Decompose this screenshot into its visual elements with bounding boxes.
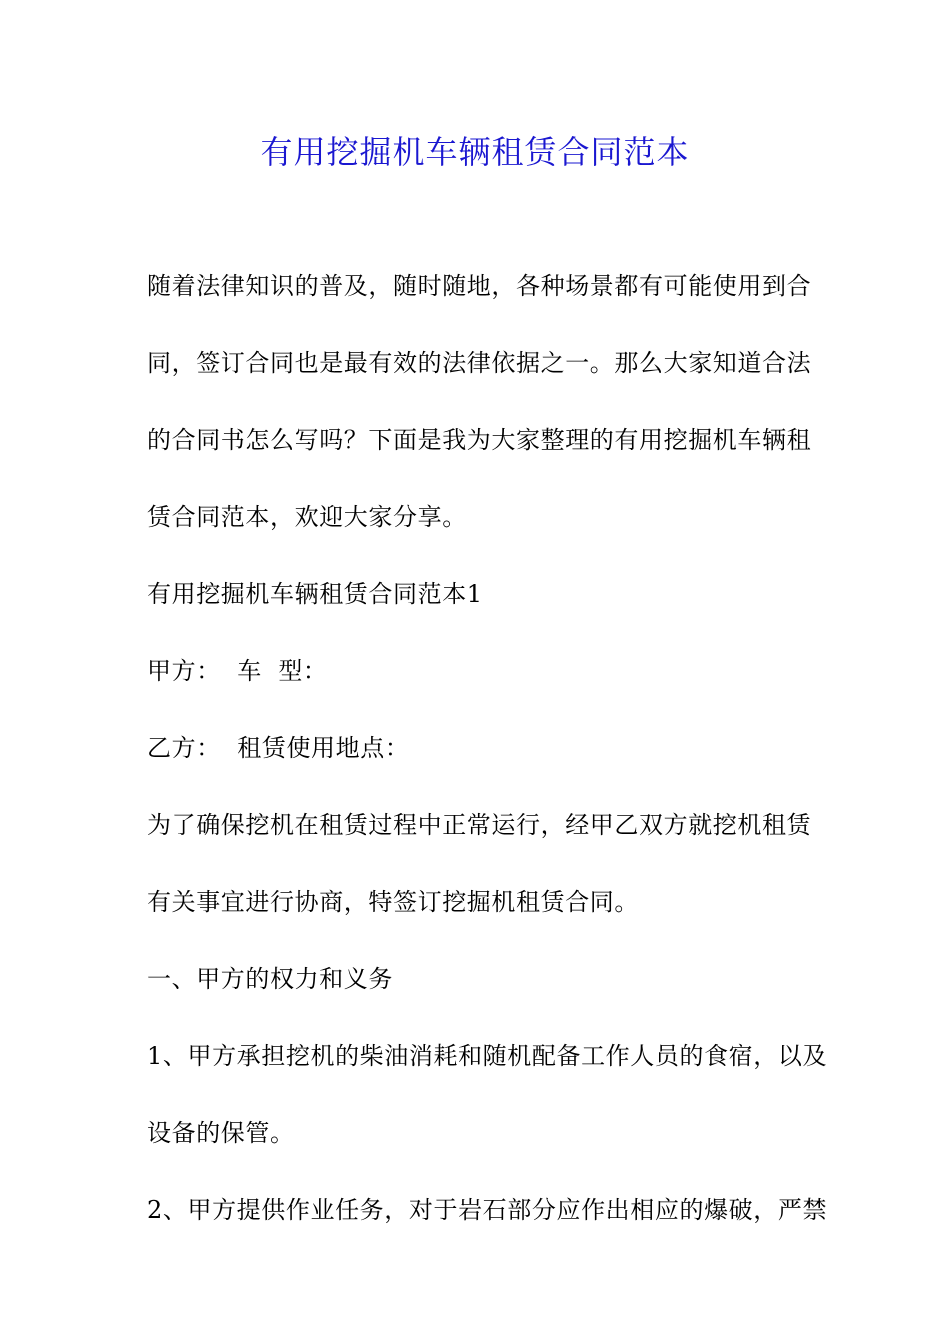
paragraph-line: 随着法律知识的普及，随时随地，各种场景都有可能使用到合: [147, 272, 812, 300]
clause-item: 1、甲方承担挖机的柴油消耗和随机配备工作人员的食宿，以及: [147, 1042, 828, 1070]
paragraph-line: 有关事宜进行协商，特签订挖掘机租赁合同。: [147, 888, 639, 916]
clause-item: 2、甲方提供作业任务，对于岩石部分应作出相应的爆破，严禁: [147, 1196, 828, 1224]
document-title: 有用挖掘机车辆租赁合同范本: [260, 133, 690, 171]
clause-item: 设备的保管。: [147, 1119, 295, 1147]
paragraph-line: 为了确保挖机在租赁过程中正常运行，经甲乙双方就挖机租赁: [147, 811, 812, 839]
paragraph-line: 赁合同范本，欢迎大家分享。: [147, 503, 467, 531]
paragraph-line: 的合同书怎么写吗？下面是我为大家整理的有用挖掘机车辆租: [147, 426, 812, 454]
party-b-line: 乙方： 租赁使用地点：: [147, 734, 410, 762]
party-a-line: 甲方： 车 型：: [147, 657, 328, 685]
document-body: [147, 264, 828, 1265]
clause-heading: 一、甲方的权力和义务: [147, 965, 393, 993]
section-heading: 有用挖掘机车辆租赁合同范本1: [147, 580, 483, 608]
paragraph-line: 同，签订合同也是最有效的法律依据之一。那么大家知道合法: [147, 349, 812, 377]
